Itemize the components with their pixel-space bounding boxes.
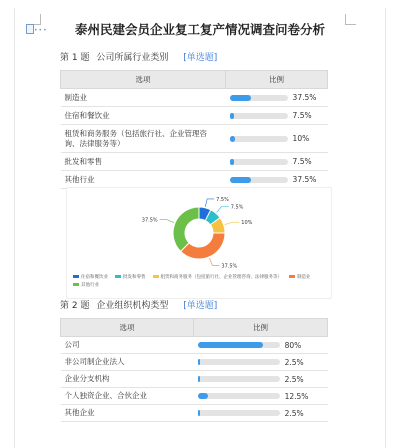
option-label: 个人独资企业、合伙企业 bbox=[61, 388, 194, 405]
question-1-table bbox=[60, 70, 328, 189]
ratio-cell bbox=[226, 171, 328, 189]
ratio-bar-fill bbox=[230, 136, 236, 142]
slice-leader-line bbox=[209, 258, 219, 265]
slice-data-label: 10% bbox=[241, 220, 253, 227]
ratio-bar bbox=[230, 177, 288, 183]
ratio-percent: 7.5% bbox=[292, 157, 312, 167]
ratio-cell bbox=[194, 405, 328, 422]
legend-swatch bbox=[115, 275, 121, 278]
question-2-text: 企业组织机构类型 bbox=[96, 301, 169, 311]
industry-chart bbox=[66, 187, 332, 299]
question-1-number: 第 1 题 bbox=[60, 53, 90, 63]
ratio-percent: 2.5% bbox=[284, 374, 304, 384]
ratio-bar-fill bbox=[230, 177, 252, 183]
ratio-bar-fill bbox=[198, 376, 200, 382]
question-1-text: 公司所属行业类别 bbox=[96, 53, 169, 63]
ratio-cell bbox=[194, 388, 328, 405]
ratio-bar bbox=[198, 393, 280, 399]
legend-item bbox=[73, 274, 108, 282]
ratio-bar bbox=[198, 359, 280, 365]
ratio-percent: 2.5% bbox=[284, 357, 304, 367]
legend-label: 制造业 bbox=[297, 275, 311, 280]
ratio-bar-fill bbox=[230, 95, 252, 101]
table-row bbox=[61, 354, 328, 371]
option-label: 批发和零售 bbox=[61, 153, 226, 171]
ratio-bar bbox=[230, 95, 288, 101]
option-label: 非公司制企业法人 bbox=[61, 354, 194, 371]
donut-slice bbox=[173, 207, 199, 251]
slice-data-label: 7.5% bbox=[230, 204, 244, 211]
ratio-cell bbox=[194, 371, 328, 388]
legend-item bbox=[73, 282, 99, 290]
legend-label: 其他行业 bbox=[81, 283, 99, 288]
option-label: 企业分支机构 bbox=[61, 371, 194, 388]
legend-item bbox=[153, 274, 283, 282]
ratio-percent: 12.5% bbox=[284, 391, 309, 401]
table-row bbox=[61, 337, 328, 354]
table-row bbox=[61, 171, 328, 189]
ratio-cell bbox=[194, 354, 328, 371]
column-header-ratio: 比例 bbox=[194, 319, 328, 337]
ratio-percent: 37.5% bbox=[292, 175, 317, 185]
ratio-cell bbox=[226, 107, 328, 125]
question-2-title bbox=[60, 298, 217, 311]
ratio-bar-fill bbox=[230, 113, 234, 119]
ratio-cell bbox=[226, 153, 328, 171]
slice-data-label: 37.5% bbox=[141, 217, 158, 224]
table-row bbox=[61, 388, 328, 405]
question-1-type-tag[interactable]: [单选题] bbox=[183, 53, 218, 63]
option-label: 制造业 bbox=[61, 89, 226, 107]
option-label: 其他行业 bbox=[61, 171, 226, 189]
page-title: 泰州民建会员企业复工复产情况调查问卷分析 bbox=[74, 22, 325, 37]
question-1-title bbox=[60, 50, 217, 63]
legend-item bbox=[289, 274, 311, 282]
question-2-type-tag[interactable]: [单选题] bbox=[183, 301, 218, 311]
column-header-option: 选项 bbox=[61, 319, 194, 337]
ratio-percent: 80% bbox=[284, 340, 302, 350]
ratio-cell bbox=[226, 125, 328, 153]
chart-legend bbox=[73, 274, 329, 290]
ratio-bar-fill bbox=[230, 159, 234, 165]
ratio-bar-fill bbox=[198, 359, 200, 365]
slice-leader-line bbox=[160, 220, 174, 223]
option-label: 租赁和商务服务（包括旅行社、企业管理咨询、法律服务等） bbox=[61, 125, 226, 153]
ratio-bar bbox=[230, 113, 288, 119]
option-label: 其他企业 bbox=[61, 405, 194, 422]
legend-item bbox=[115, 274, 146, 282]
ratio-cell bbox=[226, 89, 328, 107]
slice-leader-line bbox=[205, 199, 214, 207]
legend-label: 租赁和商务服务（包括旅行社、企业管理咨询、法律服务等） bbox=[160, 275, 282, 280]
ratio-bar-fill bbox=[198, 393, 208, 399]
donut-chart bbox=[67, 188, 331, 272]
option-label: 公司 bbox=[61, 337, 194, 354]
column-header-option: 选项 bbox=[61, 71, 226, 89]
ratio-percent: 10% bbox=[292, 134, 310, 144]
ratio-bar bbox=[230, 136, 288, 142]
table-row bbox=[61, 153, 328, 171]
ratio-percent: 7.5% bbox=[292, 111, 312, 121]
ratio-bar-fill bbox=[198, 410, 200, 416]
slice-leader-line bbox=[225, 222, 240, 224]
table-header-row bbox=[61, 71, 328, 89]
slice-data-label: 7.5% bbox=[216, 196, 229, 203]
ratio-bar bbox=[230, 159, 288, 165]
ratio-bar bbox=[198, 410, 280, 416]
legend-swatch bbox=[289, 275, 295, 278]
ratio-bar bbox=[198, 342, 280, 348]
table-row bbox=[61, 405, 328, 422]
question-2-number: 第 2 题 bbox=[60, 301, 90, 311]
column-header-ratio: 比例 bbox=[226, 71, 328, 89]
legend-label: 住宿和餐饮业 bbox=[81, 275, 108, 280]
dots-icon: ••• bbox=[34, 27, 48, 34]
donut-slice bbox=[181, 233, 225, 259]
legend-label: 批发和零售 bbox=[123, 275, 146, 280]
ratio-cell bbox=[194, 337, 328, 354]
ratio-percent: 37.5% bbox=[292, 93, 317, 103]
table-row bbox=[61, 125, 328, 153]
legend-swatch bbox=[73, 283, 79, 286]
question-2-table bbox=[60, 318, 328, 422]
ratio-bar-fill bbox=[198, 342, 264, 348]
ratio-percent: 2.5% bbox=[284, 408, 304, 418]
option-label: 住宿和餐饮业 bbox=[61, 107, 226, 125]
slice-data-label: 37.5% bbox=[221, 263, 238, 270]
table-row bbox=[61, 89, 328, 107]
table-row bbox=[61, 371, 328, 388]
legend-swatch bbox=[73, 275, 79, 278]
table-row bbox=[61, 107, 328, 125]
slice-leader-line bbox=[217, 206, 229, 212]
table-header-row bbox=[61, 319, 328, 337]
legend-swatch bbox=[153, 275, 159, 278]
ratio-bar bbox=[198, 376, 280, 382]
